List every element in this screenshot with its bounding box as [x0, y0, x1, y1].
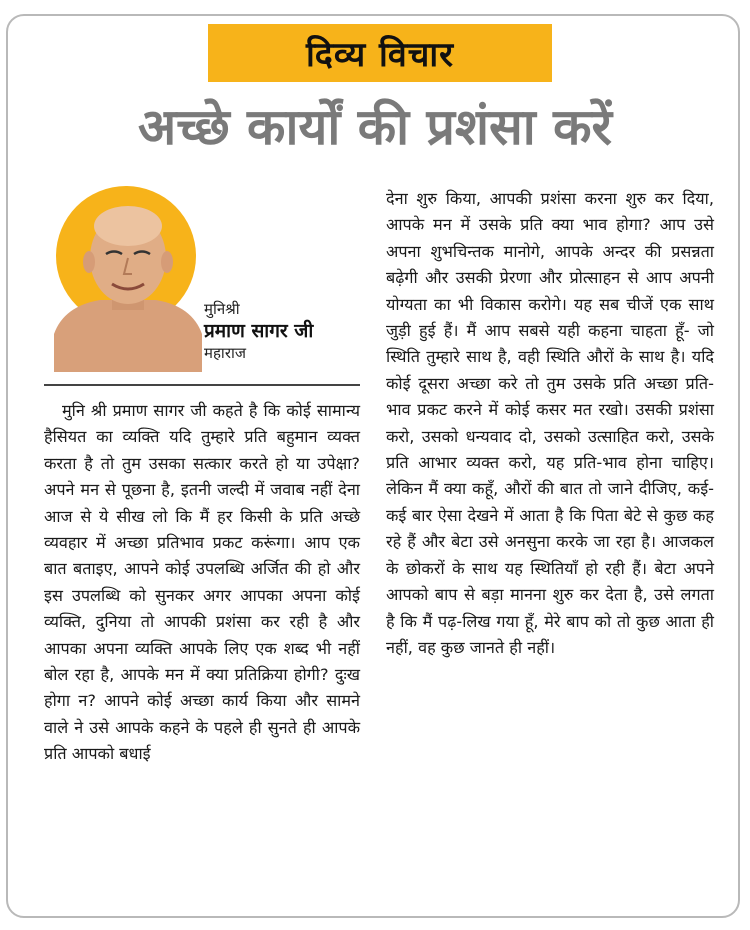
author-suffix: महाराज [204, 344, 246, 362]
section-label: दिव्य विचार [208, 24, 552, 82]
author-portrait-icon [54, 196, 202, 372]
article-column-right: देना शुरु किया, आपकी प्रशंसा करना शुरु कर दिया, आपके मन में उसके प्रति क्या भाव होगा? आप उसे अपना शुभचिन्तक मानोगे, आपके अन्दर की प्रसन्नता बढ़ेगी और उसकी प्रेरणा और प्रोत्साहन से आप अपनी योग्यता का भी विकास करोगे। यह सब चीजें एक साथ जुड़ी हुई हैं। मैं आप सबसे यही कहना चाहता हूँ- जो स्थिति तुम्हारे साथ है, वही स्थिति औरों के साथ है। यदि कोई दूसरा अच्छा करे तो तुम उसके प्रति अच्छा प्रति-भाव प्रकट करने में कोई कसर मत रखो। उसकी प्रशंसा करो, उसको धन्यवाद दो, उसको उत्साहित करो, उसके प्रति आभार व्यक्त करो, यह प्रति-भाव होना चाहिए। लेकिन मैं क्या कहूँ, औरों की बात तो जाने दीजिए, कई-कई बार ऐसा देखने में आता है कि पिता बेटे से कुछ कह रहे हैं और बेटा उसे अनसुना करके जा रहा है। आजकल के छोकरों के साथ यह स्थितियाँ हो रही हैं। बेटा अपने आपको बाप से बड़ा मानना शुरु कर देता है, उसे लगता है कि मैं पढ़-लिख गया हूँ, मेरे बाप को तो कुछ आता ही नहीं, वह कुछ जानते ही नहीं। [386, 189, 714, 657]
headline: अच्छे कार्यों की प्रशंसा करें [138, 98, 612, 156]
author-block [44, 186, 360, 374]
author-prefix: मुनिश्री [204, 300, 240, 318]
article-column-left: मुनि श्री प्रमाण सागर जी कहते है कि कोई सामान्य हैसियत का व्यक्ति यदि तुम्हारे प्रति बहुमान व्यक्त करता है तो तुम उसका सत्कार करते हो या उपेक्षा? अपने मन से पूछना है, इतनी जल्दी में जवाब नहीं देना आज से ये सीख लो कि मैं हर किसी के प्रति अच्छे व्यवहार में अच्छा प्रतिभाव प्रकट करूंगा। आप एक बात बताइए, आपने कोई उपलब्धि अर्जित की हो और इस उपलब्धि को सुनकर अगर आपका अपना कोई व्यक्ति, दुनिया तो आपकी प्रशंसा कर रही है और आपका अपना व्यक्ति आपके लिए एक शब्द भी नहीं बोल रहा है, आपके मन में क्या प्रतिक्रिया होगी? दुःख होगा न? आपने कोई अच्छा कार्य किया और सामने वाले ने उसे आपके कहने के पहले ही सुनते ही आपके प्रति आपको बधाई [44, 401, 360, 764]
author-name: प्रमाण सागर जी [204, 320, 314, 342]
author-byline [204, 298, 313, 364]
divider [44, 384, 360, 386]
